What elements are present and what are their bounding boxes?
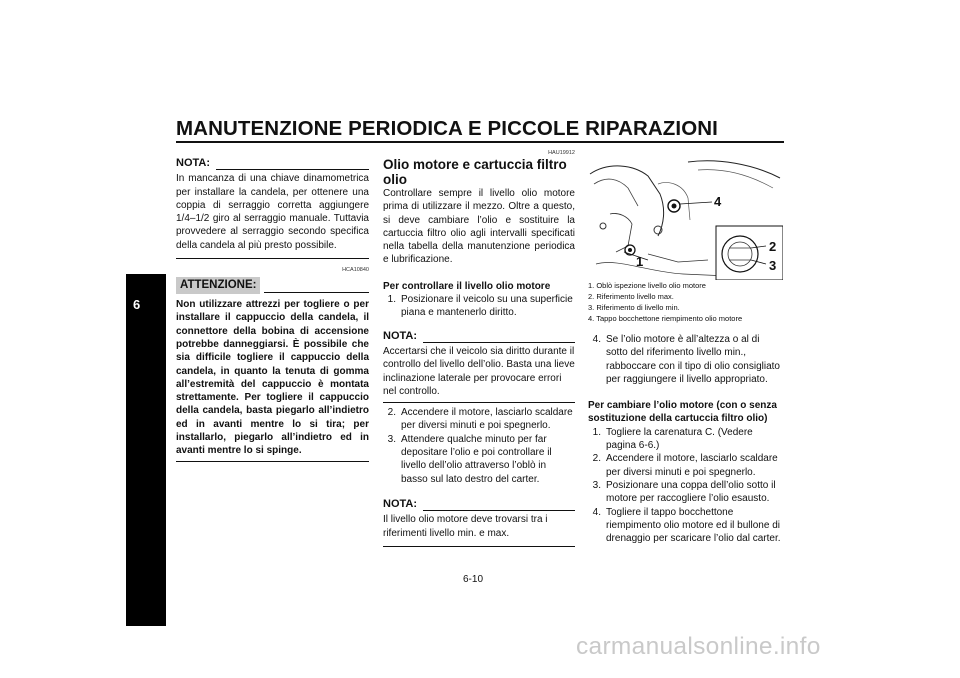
section-title: Olio motore e cartuccia filtro olio xyxy=(383,157,567,187)
page-number: 6-10 xyxy=(463,574,484,585)
check-heading: Per controllare il livello olio motore xyxy=(383,280,551,292)
title-rule xyxy=(176,141,784,143)
list-item: 2. Accendere il motore, lasciarlo scaldare per diversi minuti e poi spegnerlo. xyxy=(592,453,778,478)
note-label: NOTA: xyxy=(383,329,418,342)
note-end-rule xyxy=(383,402,575,403)
chapter-number: 6 xyxy=(133,297,141,312)
figure-caption: 2. Riferimento livello max. xyxy=(588,292,674,301)
note-text: In mancanza di una chiave dinamometrica per installare la candela, per ottenere una coppia di serraggio corretta aggiungere 1/4–1/2 giro al serraggio manuale. Tuttavia provvedere al serraggio secondo specifica della candela al più presto possibile. xyxy=(176,173,369,251)
list-item: 1. Togliere la carenatura C. (Vedere pagina 6-6.) xyxy=(592,426,753,452)
change-heading: Per cambiare l’olio motore (con o senza sostituzione della cartuccia filtro olio) xyxy=(588,400,777,425)
figure-caption: 3. Riferimento di livello min. xyxy=(588,303,680,312)
column-middle xyxy=(383,150,575,547)
callout-1: 1 xyxy=(636,254,644,269)
note-header xyxy=(383,498,575,511)
note-label: NOTA: xyxy=(176,157,211,169)
note-text: Il livello olio motore deve trovarsi tra i riferimenti livello min. e max. xyxy=(383,514,548,539)
note-end-rule xyxy=(176,258,369,259)
list-item: 3. Attendere qualche minuto per far depositare l’olio e poi controllare il livello dell’olio attraverso l’oblò in basso sul lato destro del carter. xyxy=(387,433,552,485)
note-text: Accertarsi che il veicolo sia diritto durante il controllo del livello dell’olio. Basta una lieve inclinazione laterale per provocare errori nel controllo. xyxy=(383,345,575,397)
callout-4: 4 xyxy=(714,194,722,209)
list-item: 2. Accendere il motore, lasciarlo scaldare per diversi minuti e poi spegnerlo. xyxy=(387,407,573,432)
section-code: HAU19912 xyxy=(548,150,575,156)
list-item: 3. Posizionare una coppa dell’olio sotto il motore per raccogliere l’olio esausto. xyxy=(592,479,776,505)
attention-code: HCA10840 xyxy=(342,267,369,274)
attention-end-rule xyxy=(176,461,369,462)
column-left xyxy=(176,157,369,462)
callout-2: 2 xyxy=(769,239,777,254)
chapter-tab xyxy=(126,274,166,626)
figure-caption: 1. Oblò ispezione livello olio motore xyxy=(588,281,706,290)
note-end-rule xyxy=(383,546,575,547)
callout-3: 3 xyxy=(769,258,777,273)
figure-caption: 4. Tappo bocchettone riempimento olio motore xyxy=(588,314,743,323)
column-right xyxy=(588,150,783,545)
note-header xyxy=(383,330,575,343)
attention-label: ATTENZIONE: xyxy=(176,277,260,294)
page-title: MANUTENZIONE PERIODICA E PICCOLE RIPARAZIONI xyxy=(176,117,718,140)
attention-text: Non utilizzare attrezzi per togliere o per installare il cappuccio della candela, il connettore della bobina di accensione potrebbe danneggiarsi. È possibile che sia difficile togliere il cappuccio della candela, in quanto la tenuta di gomma all’estremità del cappuccio è montata strettamente. Per togliere il cappuccio della candela, basta piegarlo all’indietro ed in avanti mentre lo si tira; per installarlo, piegarlo all’indietro ed in avanti mentre lo si spinge. xyxy=(176,299,369,457)
engine-oil-figure xyxy=(588,154,783,280)
list-item: 1. Posizionare il veicolo su una superficie piana e mantenerlo diritto. xyxy=(387,294,573,319)
note-header xyxy=(176,157,369,170)
watermark: carmanualsonline.info xyxy=(576,633,821,660)
attention-header xyxy=(176,277,369,294)
list-item: 4. Se l’olio motore è all’altezza o al di sotto del riferimento livello min., rabboccare con il tipo di olio consigliato per raggiungere il livello appropriato. xyxy=(592,334,780,385)
note-label: NOTA: xyxy=(383,497,418,510)
section-intro: Controllare sempre il livello olio motore prima di utilizzare il mezzo. Oltre a questo, si deve cambiare l’olio e sostituire la cartuccia filtro olio agli intervalli specificati nella tabella della manutenzione periodica e lubrificazione. xyxy=(383,188,575,266)
list-item: 4. Togliere il tappo bocchettone riempimento olio motore ed il bullone di drenaggio per scaricare l’olio dal carter. xyxy=(592,506,781,545)
